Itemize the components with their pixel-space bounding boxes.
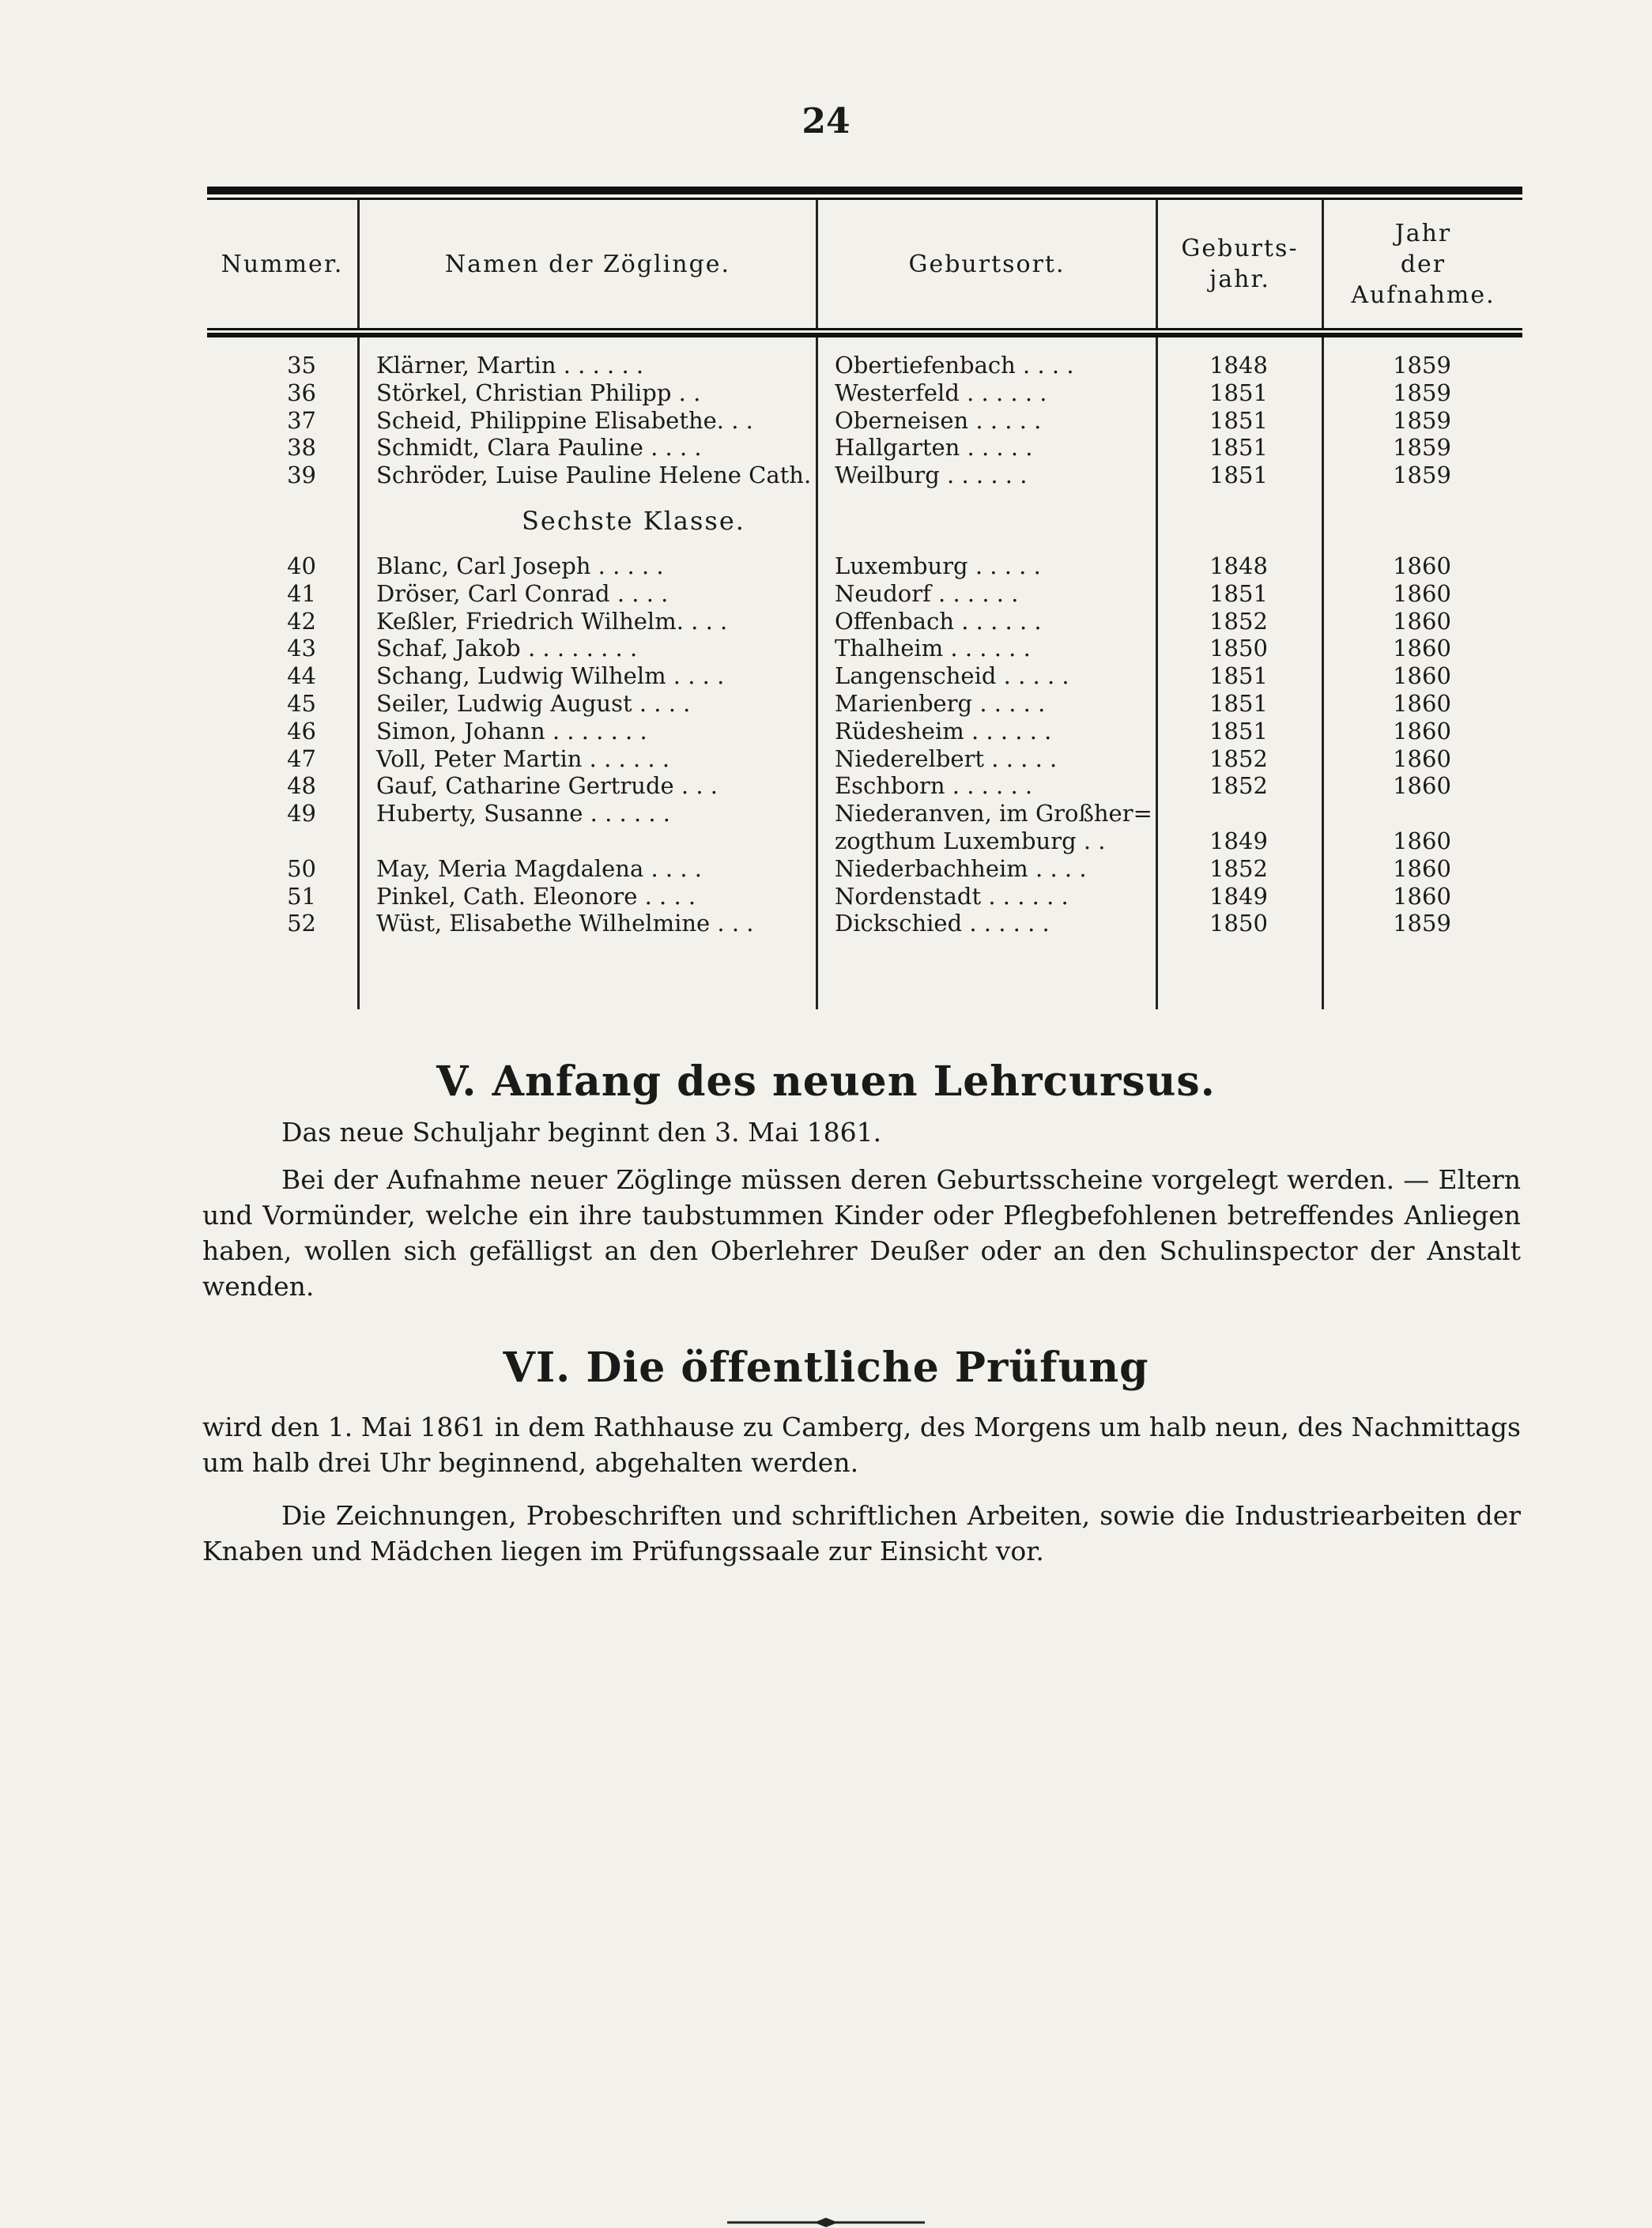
student-name: Dröser, Carl Conrad . . . . — [376, 579, 669, 607]
table-row — [207, 910, 1522, 937]
birthplace: Niederelbert . . . . . — [835, 745, 1058, 772]
header-names: Namen der Zöglinge. — [357, 200, 816, 328]
row-number: 51 — [287, 882, 316, 910]
table-top-rule — [207, 187, 1522, 194]
admission-year: 1860 — [1393, 579, 1451, 607]
admission-year: 1860 — [1393, 854, 1451, 882]
row-number: 52 — [287, 910, 316, 937]
table-row — [207, 580, 1522, 608]
table-row — [207, 352, 1522, 379]
header-admission-year: Jahr der Aufnahme. — [1322, 200, 1522, 328]
birthplace: Niederbachheim . . . . — [835, 854, 1087, 882]
student-name: Huberty, Susanne . . . . . . — [376, 800, 671, 827]
section-6-paragraph-2: Die Zeichnungen, Probeschriften und schriftlichen Arbeiten, sowie die Industriearbeiten der Knaben und Mädchen liegen im Prüfungssaale zur Einsicht vor. — [202, 1500, 1521, 1566]
table-body — [207, 337, 1522, 937]
admission-year: 1859 — [1393, 352, 1451, 379]
table-row — [207, 434, 1522, 462]
section-6-paragraph-1: wird den 1. Mai 1861 in dem Rathhause zu Camberg, des Morgens um halb neun, des Nachmittags um halb drei Uhr beginnend, abgehalten werden. — [202, 1412, 1521, 1478]
row-number: 38 — [287, 434, 316, 462]
birth-year: 1852 — [1209, 854, 1268, 882]
header-number: Nummer. — [221, 250, 344, 278]
birthplace: Hallgarten . . . . . — [835, 434, 1033, 462]
admission-year: 1860 — [1393, 635, 1451, 662]
student-name: Keßler, Friedrich Wilhelm. . . . — [376, 607, 728, 635]
admission-year: 1860 — [1393, 689, 1451, 717]
birth-year: 1848 — [1209, 552, 1268, 579]
table-row — [207, 800, 1522, 827]
class-five-rows — [207, 352, 1522, 489]
header-birthplace: Geburtsort. — [816, 200, 1156, 328]
table-header — [207, 200, 1522, 328]
admission-year: 1860 — [1393, 827, 1451, 854]
birthplace: Oberneisen . . . . . — [835, 406, 1042, 434]
admission-year: 1860 — [1393, 772, 1451, 800]
birthplace: Thalheim . . . . . . — [835, 635, 1031, 662]
section-6-title: VI. Die öffentliche Prüfung — [503, 1344, 1149, 1392]
column-divider — [1322, 337, 1324, 1009]
birthplace: Westerfeld . . . . . . — [835, 379, 1047, 406]
birthplace: Marienberg . . . . . — [835, 689, 1046, 717]
table-row — [207, 690, 1522, 718]
table-row — [207, 635, 1522, 662]
table-row — [207, 552, 1522, 580]
student-name: Voll, Peter Martin . . . . . . — [376, 745, 670, 772]
birthplace: Luxemburg . . . . . — [835, 552, 1041, 579]
row-number: 50 — [287, 854, 316, 882]
table-row — [207, 745, 1522, 773]
admission-year: 1860 — [1393, 882, 1451, 910]
student-name: Pinkel, Cath. Eleonore . . . . — [376, 882, 696, 910]
row-number: 49 — [287, 800, 316, 827]
student-name: Schang, Ludwig Wilhelm . . . . — [376, 662, 725, 690]
ornament-divider — [727, 2217, 925, 2228]
birthplace: Obertiefenbach . . . . — [835, 352, 1074, 379]
student-name: Klärner, Martin . . . . . . — [376, 352, 644, 379]
student-name: Simon, Johann . . . . . . . — [376, 717, 647, 745]
student-name: Scheid, Philippine Elisabethe. . . — [376, 406, 753, 434]
birthplace: Langenscheid . . . . . — [835, 662, 1069, 690]
birth-year: 1850 — [1209, 910, 1268, 937]
row-number: 35 — [287, 352, 316, 379]
row-number: 39 — [287, 462, 316, 489]
student-name — [357, 827, 816, 855]
birth-year: 1851 — [1209, 379, 1268, 406]
student-name: Wüst, Elisabethe Wilhelmine . . . — [376, 910, 754, 937]
row-number: 37 — [287, 406, 316, 434]
birth-year: 1852 — [1209, 607, 1268, 635]
birth-year: 1849 — [1209, 882, 1268, 910]
student-name: Gauf, Catharine Gertrude . . . — [376, 772, 718, 800]
table-row — [207, 662, 1522, 690]
birth-year: 1848 — [1209, 352, 1268, 379]
admission-year: 1859 — [1393, 462, 1451, 489]
header-birth-year: Geburts- jahr. — [1156, 200, 1322, 328]
birthplace: zogthum Luxemburg . . — [835, 827, 1106, 854]
birthplace: Rüdesheim . . . . . . — [835, 717, 1052, 745]
section-5-title: V. Anfang des neuen Lehrcursus. — [436, 1057, 1216, 1106]
admission-year: 1860 — [1393, 717, 1451, 745]
admission-year: 1860 — [1393, 662, 1451, 690]
birthplace: Offenbach . . . . . . — [835, 607, 1042, 635]
column-divider — [816, 337, 818, 1009]
table-row — [207, 379, 1522, 407]
student-name: May, Meria Magdalena . . . . — [376, 854, 703, 882]
admission-year: 1859 — [1393, 434, 1451, 462]
section-5-paragraph-2: Bei der Aufnahme neuer Zöglinge müssen deren Geburtsscheine vorgelegt werden. — Eltern und Vormünder, welche ein ihre taubstummen Kinder oder Pflegbefohlenen betreffendes Anliegen haben, wollen sich gefälligst an den Oberlehrer Deußer oder an den Schulinspector der Anstalt wenden. — [202, 1164, 1521, 1302]
student-table — [207, 187, 1522, 937]
admission-year: 1860 — [1393, 607, 1451, 635]
column-divider — [1156, 337, 1158, 1009]
table-row — [207, 407, 1522, 435]
page-number: 24 — [801, 101, 851, 141]
student-name: Blanc, Carl Joseph . . . . . — [376, 552, 664, 579]
row-number: 40 — [287, 552, 316, 579]
student-name: Schmidt, Clara Pauline . . . . — [376, 434, 702, 462]
table-row — [207, 827, 1522, 855]
row-number — [207, 827, 357, 855]
row-number: 47 — [287, 745, 316, 772]
admission-year: 1860 — [1393, 552, 1451, 579]
birthplace: Neudorf . . . . . . — [835, 579, 1019, 607]
student-name: Seiler, Ludwig August . . . . — [376, 689, 691, 717]
row-number: 45 — [287, 689, 316, 717]
class-six-rows — [207, 552, 1522, 937]
birth-year: 1849 — [1209, 827, 1268, 854]
birth-year: 1851 — [1209, 662, 1268, 690]
column-divider — [357, 337, 360, 1009]
student-name: Schröder, Luise Pauline Helene Cath. — [376, 462, 812, 489]
birth-year — [1156, 800, 1322, 827]
table-header-rule — [207, 328, 1522, 330]
row-number: 36 — [287, 379, 316, 406]
row-number: 46 — [287, 717, 316, 745]
birth-year: 1852 — [1209, 772, 1268, 800]
birth-year: 1850 — [1209, 635, 1268, 662]
birth-year: 1851 — [1209, 434, 1268, 462]
section-5-paragraph-1: Das neue Schuljahr beginnt den 3. Mai 1861. — [281, 1117, 882, 1148]
table-row — [207, 462, 1522, 489]
table-row — [207, 608, 1522, 635]
admission-year — [1322, 800, 1522, 827]
birthplace: Weilburg . . . . . . — [835, 462, 1028, 489]
birth-year: 1851 — [1209, 689, 1268, 717]
birthplace: Eschborn . . . . . . — [835, 772, 1033, 800]
student-name: Schaf, Jakob . . . . . . . . — [376, 635, 638, 662]
birth-year: 1852 — [1209, 745, 1268, 772]
birthplace: Niederanven, im Großher= — [835, 800, 1152, 827]
table-row — [207, 718, 1522, 745]
row-number: 42 — [287, 607, 316, 635]
birth-year: 1851 — [1209, 462, 1268, 489]
table-row — [207, 772, 1522, 800]
admission-year: 1859 — [1393, 910, 1451, 937]
birth-year: 1851 — [1209, 406, 1268, 434]
table-row — [207, 855, 1522, 883]
row-number: 44 — [287, 662, 316, 690]
admission-year: 1859 — [1393, 406, 1451, 434]
admission-year: 1859 — [1393, 379, 1451, 406]
birthplace: Dickschied . . . . . . — [835, 910, 1050, 937]
row-number: 43 — [287, 635, 316, 662]
birth-year: 1851 — [1209, 717, 1268, 745]
row-number: 48 — [287, 772, 316, 800]
birthplace: Nordenstadt . . . . . . — [835, 882, 1069, 910]
admission-year: 1860 — [1393, 745, 1451, 772]
row-number: 41 — [287, 579, 316, 607]
student-name: Störkel, Christian Philipp . . — [376, 379, 701, 406]
table-row — [207, 883, 1522, 910]
class-heading: Sechste Klasse. — [522, 505, 745, 536]
birth-year: 1851 — [1209, 579, 1268, 607]
